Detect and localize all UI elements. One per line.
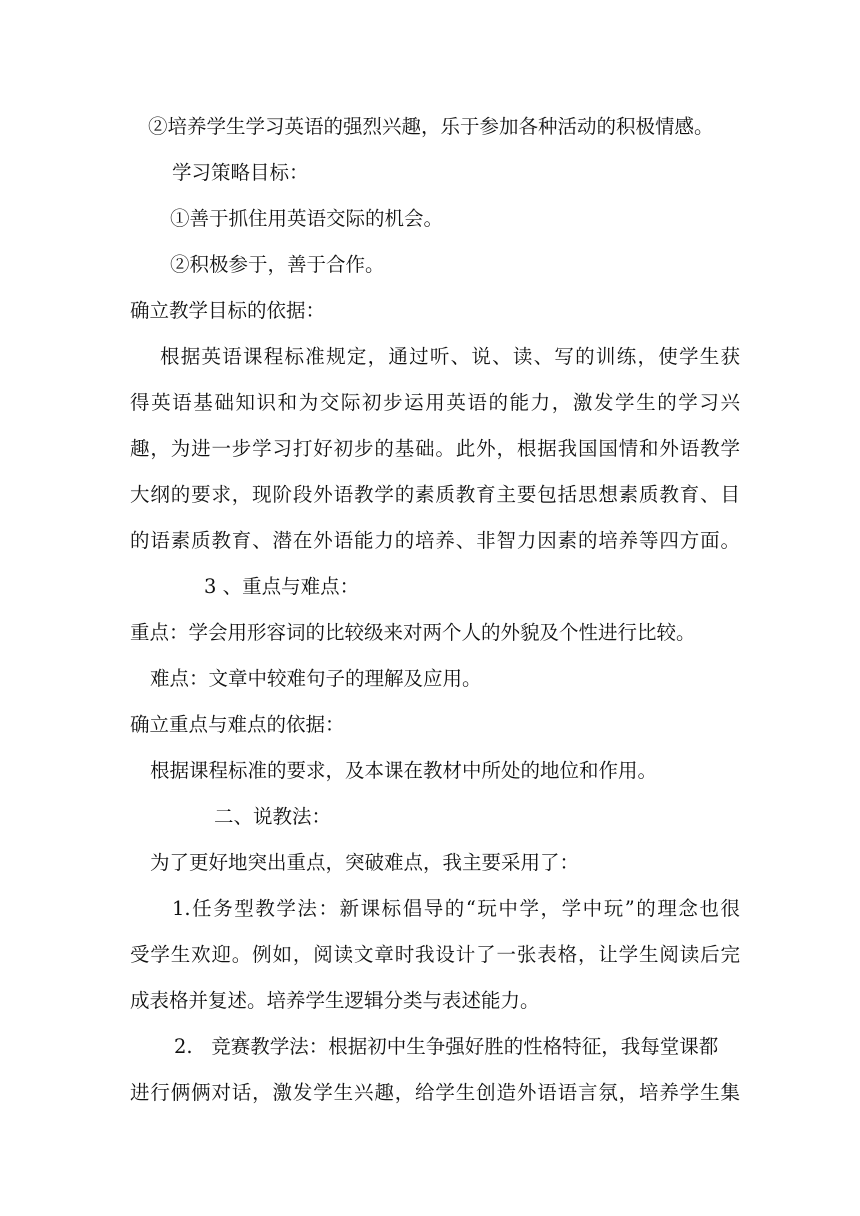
section-heading: 确立重点与难点的依据： [130, 713, 345, 736]
text-line: 根据英语课程标准规定，通过听、说、读、写的训练，使学生获 [160, 345, 740, 368]
text-line: 根据课程标准的要求，及本课在教材中所处的地位和作用。 [150, 759, 658, 782]
text-line: 得英语基础知识和为交际初步运用英语的能力，激发学生的学习兴 [130, 391, 740, 414]
text-line: ②积极参于，善于合作。 [170, 253, 385, 276]
text-line: 学习策略目标： [172, 161, 309, 184]
text-line: 的语素质教育、潜在外语能力的培养、非智力因素的培养等四方面。 [130, 529, 740, 552]
section-heading: 二、说教法： [214, 805, 332, 828]
section-heading: 确立教学目标的依据： [130, 299, 326, 322]
text-line: 成表格并复述。培养学生逻辑分类与表述能力。 [130, 989, 540, 1012]
section-heading: 3 、重点与难点： [204, 575, 360, 598]
text-line: 大纲的要求，现阶段外语教学的素质教育主要包括思想素质教育、目 [130, 483, 740, 506]
text-line: 2. 竞赛教学法：根据初中生争强好胜的性格特征，我每堂课都 [174, 1035, 719, 1058]
text-line: 为了更好地突出重点，突破难点，我主要采用了： [150, 851, 580, 874]
text-line: 趣，为进一步学习打好初步的基础。此外，根据我国国情和外语教学 [130, 437, 740, 460]
text-line: ②培养学生学习英语的强烈兴趣，乐于参加各种活动的积极情感。 [148, 115, 714, 138]
text-line: ①善于抓住用英语交际的机会。 [170, 207, 444, 230]
text-line: 重点：学会用形容词的比较级来对两个人的外貌及个性进行比较。 [130, 621, 696, 644]
text-line: 难点：文章中较难句子的理解及应用。 [150, 667, 482, 690]
text-line: 进行俩俩对话，激发学生兴趣，给学生创造外语语言氛，培养学生集 [130, 1081, 740, 1104]
text-line: 1.任务型教学法：新课标倡导的“玩中学，学中玩”的理念也很 [172, 897, 740, 920]
text-line: 受学生欢迎。例如，阅读文章时我设计了一张表格，让学生阅读后完 [130, 943, 740, 966]
